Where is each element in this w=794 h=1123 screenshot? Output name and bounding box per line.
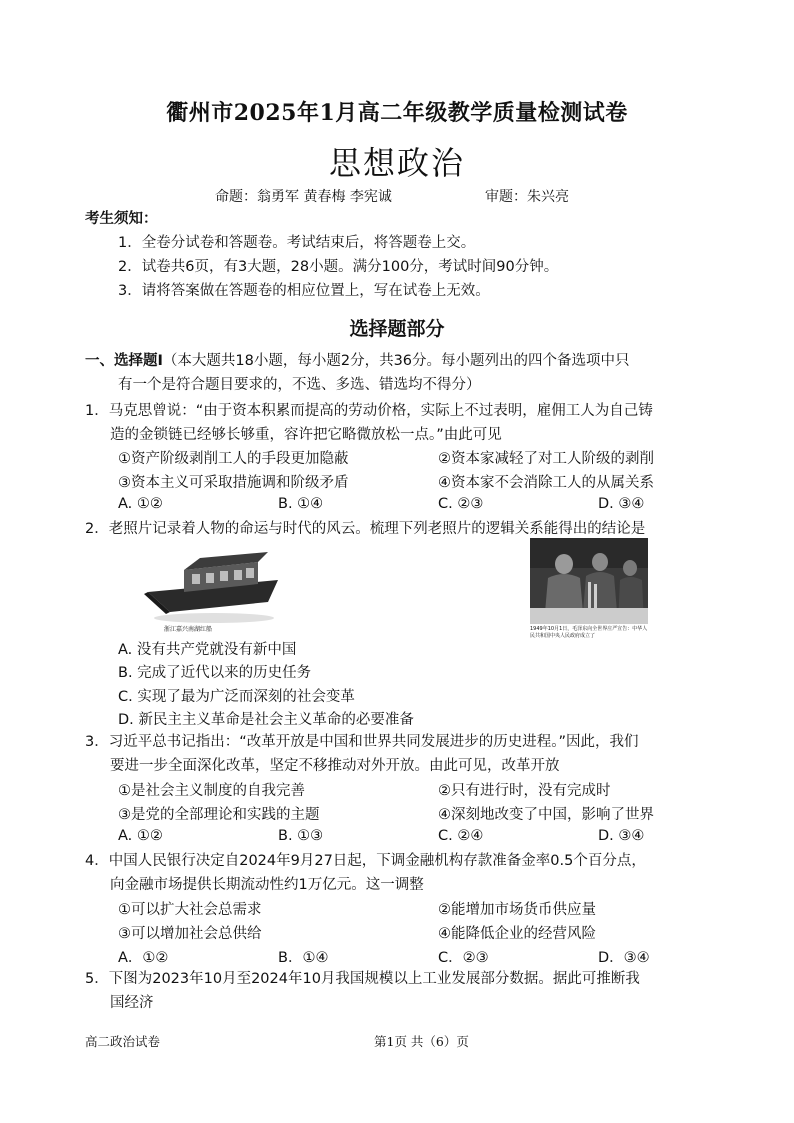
notice-item: 1．全卷分试卷和答题卷。考试结束后，将答题卷上交。 (118, 235, 476, 251)
footer-left: 高二政治试卷 (85, 1034, 161, 1049)
section-title: 选择题部分 (349, 318, 445, 340)
founding-ceremony-photo (530, 538, 648, 640)
q1-statement-3: ③资本主义可采取措施调和阶级矛盾 (118, 475, 349, 491)
q4-statement-3: ③可以增加社会总供给 (118, 926, 262, 942)
exam-title: 衢州市2025年1月高二年级教学质量检测试卷 (166, 100, 628, 126)
q2-option-b[interactable]: B. 完成了近代以来的历史任务 (118, 665, 312, 681)
q4-statement-2: ②能增加市场货币供应量 (438, 902, 596, 918)
q2-option-a[interactable]: A. 没有共产党就没有新中国 (118, 642, 297, 658)
q4-option-a[interactable]: A．①② (118, 950, 169, 966)
photo-caption: 浙江嘉兴南湖红船 (164, 626, 213, 633)
q1-statement-4: ④资本家不会消除工人的从属关系 (438, 475, 654, 491)
q4-stem-cont: 向金融市场提供长期流动性约1万亿元。这一调整 (110, 877, 424, 893)
red-boat-photo (140, 540, 286, 640)
part1-instructions: （本大题共18小题，每小题2分，共36分。每小题列出的四个备选项中只 (162, 353, 630, 369)
q3-statement-4: ④深刻地改变了中国，影响了世界 (438, 807, 654, 823)
q1-option-c[interactable]: C. ②③ (438, 496, 484, 512)
notice-item: 2．试卷共6页，有3大题，28小题。满分100分，考试时间90分钟。 (118, 259, 559, 275)
q1-option-b[interactable]: B. ①④ (278, 496, 324, 512)
q1-option-d[interactable]: D. ③④ (598, 496, 645, 512)
q3-statement-3: ③是党的全部理论和实践的主题 (118, 807, 320, 823)
photo-caption: 1949年10月1日，毛泽东向全世界庄严宣告：中华人民共和国中央人民政府成立了 (530, 626, 648, 639)
ceremony-image (530, 538, 648, 624)
q2-option-c[interactable]: C. 实现了最为广泛而深刻的社会变革 (118, 689, 355, 705)
q2-option-d[interactable]: D. 新民主主义革命是社会主义革命的必要准备 (118, 712, 414, 728)
q5-stem: 5．下图为2023年10月至2024年10月我国规模以上工业发展部分数据。据此可推断我 (85, 971, 640, 987)
notice-heading: 考生须知： (85, 211, 158, 227)
part1-heading (85, 350, 630, 372)
subject-title: 思想政治 (328, 144, 465, 182)
authors-line: 命题：翁勇军 黄春梅 李宪诚 (215, 189, 392, 205)
q4-option-d[interactable]: D．③④ (598, 950, 650, 966)
q1-statement-1: ①资产阶级剥削工人的手段更加隐蔽 (118, 451, 349, 467)
q1-stem-cont: 造的金锁链已经够长够重，容许把它略微放松一点。”由此可见 (110, 427, 502, 443)
q1-stem: 1．马克思曾说：“由于资本积累而提高的劳动价格，实际上不过表明，雇佣工人为自己铸 (85, 403, 653, 419)
reviewer-line: 审题：朱兴亮 (485, 189, 569, 205)
q4-statement-4: ④能降低企业的经营风险 (438, 926, 596, 942)
q5-stem-cont: 国经济 (110, 995, 154, 1011)
q2-stem: 2．老照片记录着人物的命运与时代的风云。梳理下列老照片的逻辑关系能得出的结论是 (85, 521, 646, 537)
q3-option-c[interactable]: C. ②④ (438, 828, 484, 844)
q3-option-d[interactable]: D. ③④ (598, 828, 645, 844)
q3-statement-2: ②只有进行时，没有完成时 (438, 783, 611, 799)
q4-stem: 4．中国人民银行决定自2024年9月27日起，下调金融机构存款准备金率0.5个百分点， (85, 853, 646, 869)
q4-option-b[interactable]: B．①④ (278, 950, 329, 966)
q3-stem: 3．习近平总书记指出：“改革开放是中国和世界共同发展进步的历史进程。”因此，我们 (85, 734, 639, 750)
part1-label: 一、选择题Ⅰ (85, 353, 163, 369)
q3-statement-1: ①是社会主义制度的自我完善 (118, 783, 305, 799)
part1-instructions-cont: 有一个是符合题目要求的，不选、多选、错选均不得分） (118, 377, 481, 393)
q3-stem-cont: 要进一步全面深化改革，坚定不移推动对外开放。由此可见，改革开放 (110, 758, 560, 774)
q4-option-c[interactable]: C．②③ (438, 950, 489, 966)
page-number: 第1页 共（6）页 (374, 1034, 469, 1049)
q4-statement-1: ①可以扩大社会总需求 (118, 902, 262, 918)
q1-option-a[interactable]: A. ①② (118, 496, 163, 512)
q1-statement-2: ②资本家减轻了对工人阶级的剥削 (438, 451, 654, 467)
boat-image (140, 540, 286, 628)
q3-option-a[interactable]: A. ①② (118, 828, 163, 844)
notice-item: 3．请将答案做在答题卷的相应位置上，写在试卷上无效。 (118, 283, 490, 299)
q3-option-b[interactable]: B. ①③ (278, 828, 324, 844)
